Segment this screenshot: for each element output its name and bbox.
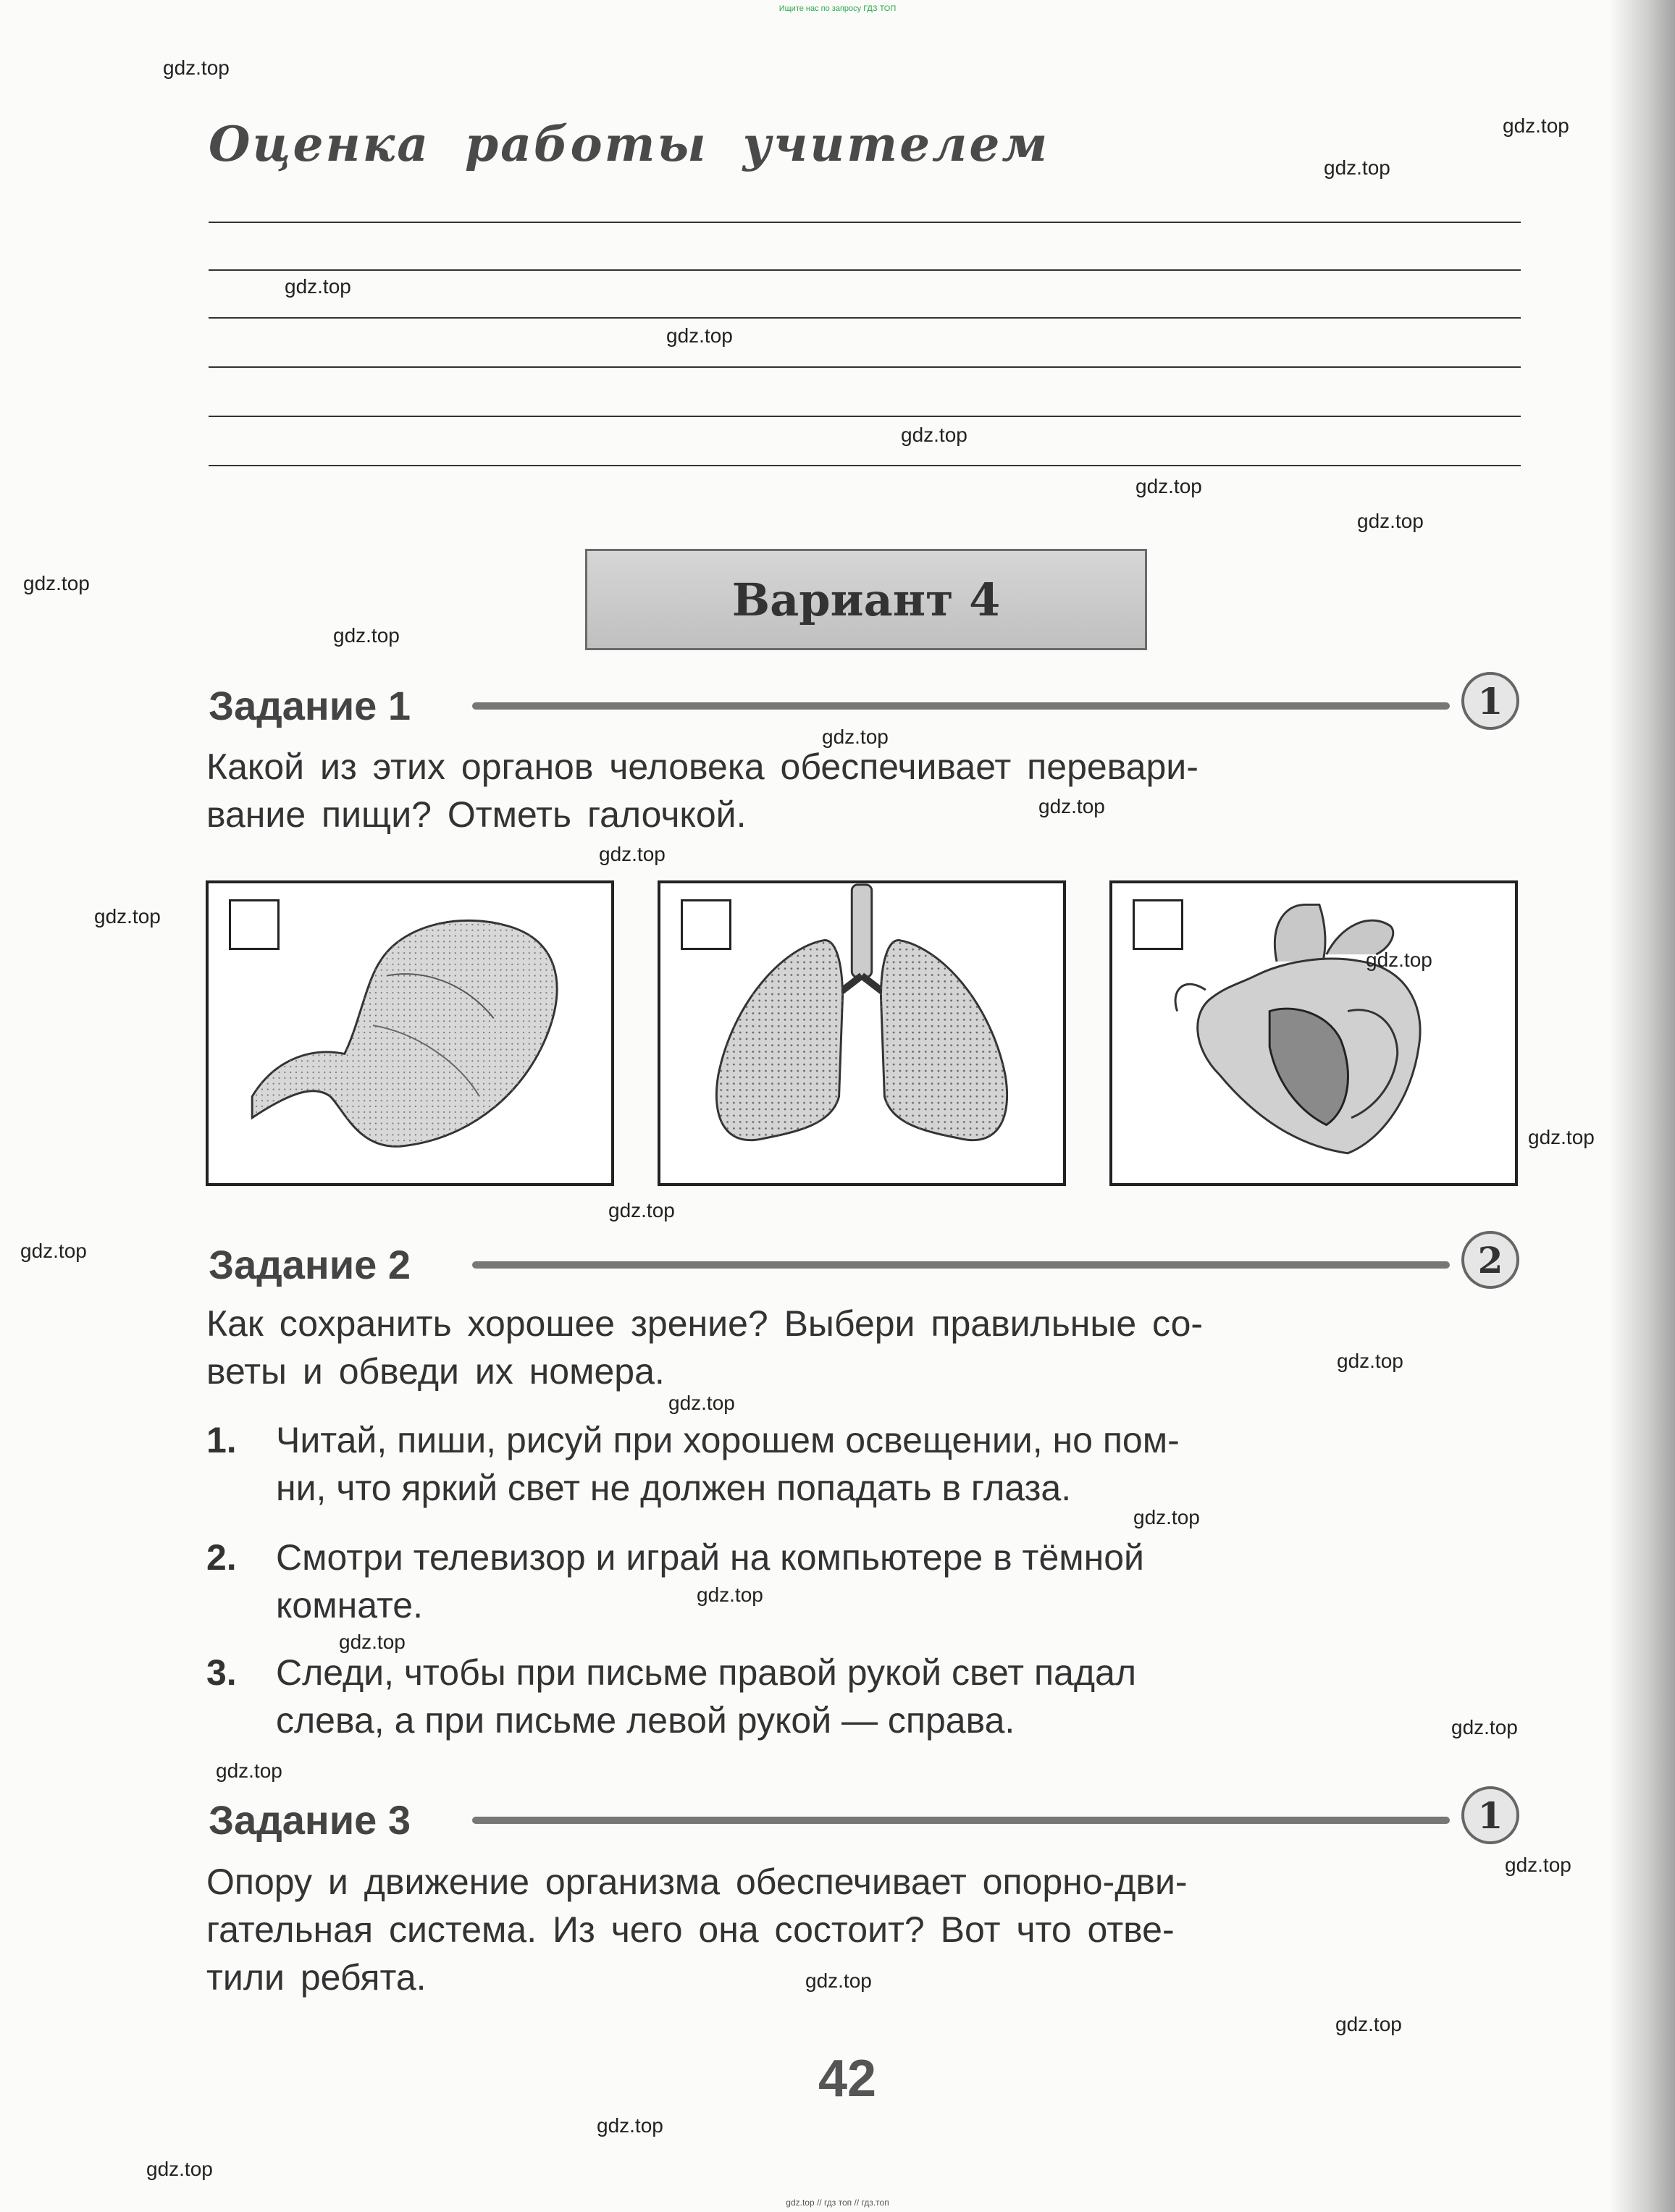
watermark: gdz.top	[1324, 156, 1390, 179]
watermark: gdz.top	[1038, 795, 1105, 817]
watermark: gdz.top	[805, 1969, 872, 1992]
watermark: gdz.top	[23, 572, 90, 594]
task-3-header	[209, 1786, 1519, 1847]
watermark: gdz.top	[339, 1631, 406, 1653]
task-1-score: 1	[1461, 672, 1519, 730]
advice-line: слева, а при письме левой рукой — справа.	[276, 1700, 1015, 1741]
task-1-question	[206, 743, 1521, 838]
answer-line	[209, 269, 1521, 271]
footer: gdz.top // гдз топ // гдз.топ	[786, 2198, 889, 2208]
task-3-title: Задание 3	[209, 1797, 411, 1843]
answer-line	[209, 317, 1521, 319]
watermark: gdz.top	[608, 1199, 675, 1221]
watermark: gdz.top	[1451, 1716, 1518, 1738]
advice-line: Следи, чтобы при письме правой рукой свет падал	[276, 1652, 1136, 1693]
top-banner: Ищите нас по запросу ГДЗ ТОП	[778, 4, 897, 13]
watermark: gdz.top	[1357, 510, 1424, 532]
question-line: Опору и движение организма обеспечивает опорно-дви-	[206, 1862, 1188, 1902]
task-1-header	[209, 672, 1519, 733]
question-line: веты и обведи их номера.	[206, 1351, 665, 1392]
watermark: gdz.top	[1505, 1854, 1571, 1876]
option-lungs	[658, 880, 1066, 1186]
watermark: gdz.top	[666, 324, 733, 347]
answer-checkbox[interactable]	[1133, 899, 1183, 950]
advice-number[interactable]: 1.	[206, 1420, 237, 1460]
watermark: gdz.top	[163, 56, 230, 79]
question-line: гательная система. Из чего она состоит? Вот что отве-	[206, 1909, 1175, 1950]
advice-line: ни, что яркий свет не должен попадать в глаза.	[276, 1468, 1072, 1508]
advice-number[interactable]: 3.	[206, 1652, 237, 1693]
answer-checkbox[interactable]	[681, 899, 731, 950]
watermark: gdz.top	[597, 2114, 663, 2137]
watermark: gdz.top	[285, 275, 351, 298]
task-2-title: Задание 2	[209, 1242, 411, 1287]
answer-line	[209, 416, 1521, 417]
watermark: gdz.top	[1337, 1350, 1403, 1372]
watermark: gdz.top	[94, 905, 161, 928]
task-2-question	[206, 1300, 1521, 1395]
advice-number[interactable]: 2.	[206, 1537, 237, 1578]
watermark: gdz.top	[822, 726, 889, 748]
task-2-header	[209, 1231, 1519, 1292]
question-line: тили ребята.	[206, 1957, 427, 1998]
task-1-title: Задание 1	[209, 683, 411, 728]
watermark: gdz.top	[333, 624, 400, 647]
answer-line	[209, 366, 1521, 368]
task-divider	[472, 1261, 1450, 1269]
task-2-score: 2	[1461, 1231, 1519, 1289]
answer-checkbox[interactable]	[229, 899, 280, 950]
answer-line	[209, 222, 1521, 223]
question-line: вание пищи? Отметь галочкой.	[206, 794, 747, 835]
page-title: Оценка работы учителем	[209, 116, 1050, 172]
watermark: gdz.top	[20, 1240, 87, 1262]
page-number: 42	[818, 2050, 877, 2108]
option-stomach	[206, 880, 614, 1186]
watermark: gdz.top	[697, 1584, 763, 1606]
watermark: gdz.top	[1133, 1506, 1200, 1528]
watermark: gdz.top	[1503, 114, 1569, 137]
question-line: Какой из этих органов человека обеспечивает перевари-	[206, 747, 1198, 787]
advice-line: Читай, пиши, рисуй при хорошем освещении, но пом-	[276, 1420, 1180, 1460]
advice-line: Смотри телевизор и играй на компьютере в тёмной	[276, 1537, 1144, 1578]
advice-line: комнате.	[276, 1585, 423, 1626]
question-line: Как сохранить хорошее зрение? Выбери правильные со-	[206, 1303, 1204, 1344]
task-divider	[472, 702, 1450, 710]
watermark: gdz.top	[668, 1392, 735, 1414]
watermark: gdz.top	[599, 843, 666, 865]
task-3-score: 1	[1461, 1786, 1519, 1844]
watermark: gdz.top	[901, 424, 967, 446]
page-edge-shadow	[1610, 0, 1675, 2212]
watermark: gdz.top	[216, 1759, 282, 1782]
task-divider	[472, 1817, 1450, 1824]
variant-heading: Вариант 4	[585, 549, 1147, 650]
answer-line	[209, 465, 1521, 466]
watermark: gdz.top	[1135, 475, 1202, 497]
watermark: gdz.top	[1366, 949, 1432, 971]
watermark: gdz.top	[1528, 1126, 1595, 1148]
watermark: gdz.top	[1335, 2013, 1402, 2035]
option-heart	[1109, 880, 1518, 1186]
watermark: gdz.top	[146, 2158, 213, 2180]
